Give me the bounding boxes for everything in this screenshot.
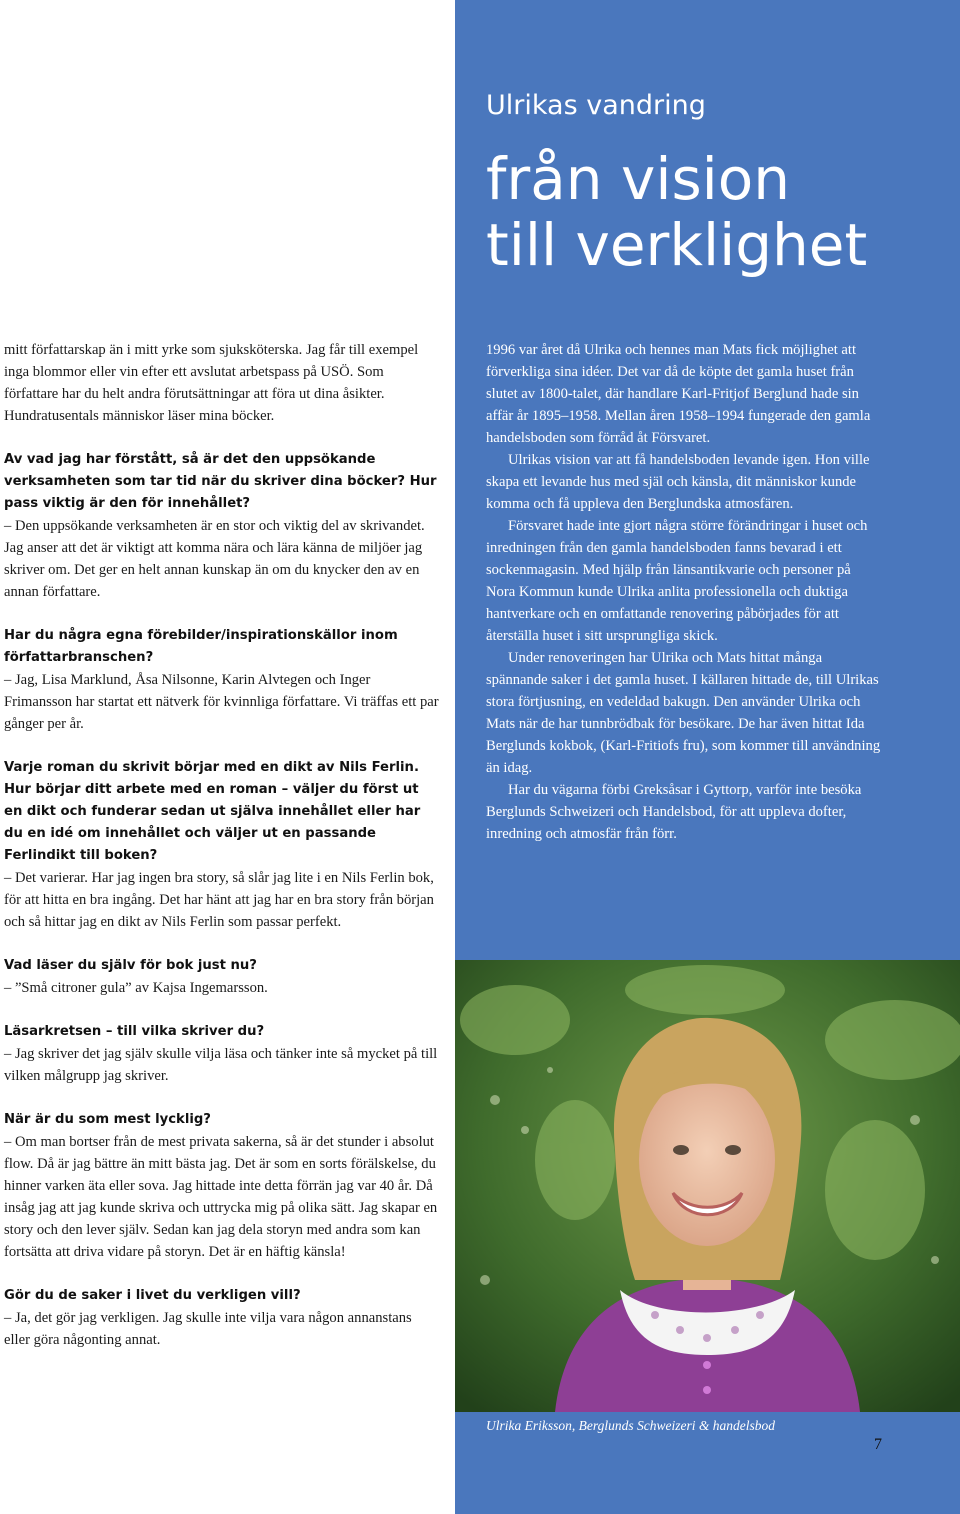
answer-6: – Om man bortser från de mest privata sakerna, så är det stunder i absolut flow. Då är jag bättre än mitt bästa jag. Det är som en sorts förälskelse, du hinner varken äta eller sova. Jag hittade inte detta förrän jag var 40 år. Då insåg jag att jag kunde skriva och uttrycka mig på olika sätt. Jag skapar en story och den lever själv. Sedan kan jag dela storyn med andra som kan fortsätta att driva vidare på storyn. Det är en häftig känsla! (4, 1134, 438, 1260)
intro-paragraph: mitt författarskap än i mitt yrke som sjuksköterska. Jag får till exempel inga blommor eller vin efter ett avslutat arbetspass på USÖ. Som författare har du helt andra förutsättningar att föra ut dina åsikter. Hundratusentals människor läser mina böcker. (4, 342, 419, 424)
story-paragraph-1: 1996 var året då Ulrika och hennes man Mats fick möjlighet att förverkliga sina idéer. Det var då de köpte det gamla huset från slutet av 1800-talet, där handlare Karl-Fritjof Berglund hade sin affär år 1895–1958. Mellan åren 1958–1994 fungerade den gamla handelsboden som förråd åt Försvaret. (486, 342, 871, 446)
story-column (486, 339, 881, 845)
portrait-illustration (455, 960, 960, 1412)
question-3: Varje roman du skrivit börjar med en dikt av Nils Ferlin. Hur börjar ditt arbete med en roman – väljer du först ut en dikt och funderar sedan ut själva innehållet eller har du en idé om innehållet och väljer ut en passande Ferlindikt till boken? (4, 760, 421, 863)
title-line-1: från vision (486, 145, 791, 213)
article-kicker: Ulrikas vandring (486, 90, 706, 121)
answer-5: – Jag skriver det jag själv skulle vilja läsa och tänker inte så mycket på till vilken målgrupp jag skriver. (4, 1046, 438, 1084)
answer-1: – Den uppsökande verksamheten är en stor och viktig del av skrivandet. Jag anser att det är viktigt att komma nära och lära känna de miljöer jag skriver om. Det ger en helt annan kunskap än om du knycker den av en annan författare. (4, 518, 425, 600)
answer-4: – ”Små citroner gula” av Kajsa Ingemarsson. (4, 980, 268, 996)
interview-column (4, 339, 440, 1351)
answer-3: – Det varierar. Har jag ingen bra story, så slår jag lite i en Nils Ferlin bok, för att hitta en bra ingång. Det har hänt att jag har en bra story från början och så hittar jag en dikt av Nils Ferlin som passar perfekt. (4, 870, 434, 930)
question-5: Läsarkretsen – till vilka skriver du? (4, 1024, 265, 1039)
question-7: Gör du de saker i livet du verkligen vill? (4, 1288, 301, 1303)
story-paragraph-3: Försvaret hade inte gjort några större förändringar i huset och inredningen från den gamla handelsboden fanns bevarad i ett sockenmagasin. Med hjälp från länsantikvarie och personer på Nora Kommun kunde Ulrika anlita professionella och duktiga hantverkare och en omfattande renovering påbörjades för att återställa huset i sitt ursprungliga skick. (486, 518, 868, 644)
answer-2: – Jag, Lisa Marklund, Åsa Nilsonne, Karin Alvtegen och Inger Frimansson har startat ett nätverk för kvinnliga författare. Vi träffas ett par gånger per år. (4, 672, 439, 732)
page-number: 7 (874, 1436, 882, 1453)
question-1: Av vad jag har förstått, så är det den uppsökande verksamheten som tar tid när du skriver dina böcker? Hur pass viktig är den för innehållet? (4, 452, 437, 511)
story-paragraph-4: Under renoveringen har Ulrika och Mats hittat många spännande saker i det gamla huset. I källaren hittade de, till Ulrikas stora förtjusning, en vedeldad bakugn. Den använder Ulrika och Mats när de har tunnbrödbak för besökare. De har även hittat Ida Berglunds kokbok, (Karl-Fritiofs fru), som kommer till användning än idag. (486, 650, 881, 776)
story-paragraph-2: Ulrikas vision var att få handelsboden levande igen. Hon ville skapa ett levande hus med själ och känsla, dit människor kunde komma och få uppleva den Berglundska atmosfären. (486, 452, 870, 512)
answer-7: – Ja, det gör jag verkligen. Jag skulle inte vilja vara någon annanstans eller göra någonting annat. (4, 1310, 412, 1348)
question-4: Vad läser du själv för bok just nu? (4, 958, 257, 973)
story-paragraph-5: Har du vägarna förbi Greksåsar i Gyttorp, varför inte besöka Berglunds Schweizeri och Handelsbod, för att uppleva dofter, inredning och atmosfär från förr. (486, 782, 862, 842)
question-6: När är du som mest lycklig? (4, 1112, 211, 1127)
question-2: Har du några egna förebilder/inspirationskällor inom författarbranschen? (4, 628, 398, 665)
article-title (486, 146, 867, 278)
photo-caption: Ulrika Eriksson, Berglunds Schweizeri & handelsbod (486, 1418, 775, 1433)
title-line-2: till verklighet (486, 211, 868, 279)
portrait-photo (455, 960, 960, 1412)
